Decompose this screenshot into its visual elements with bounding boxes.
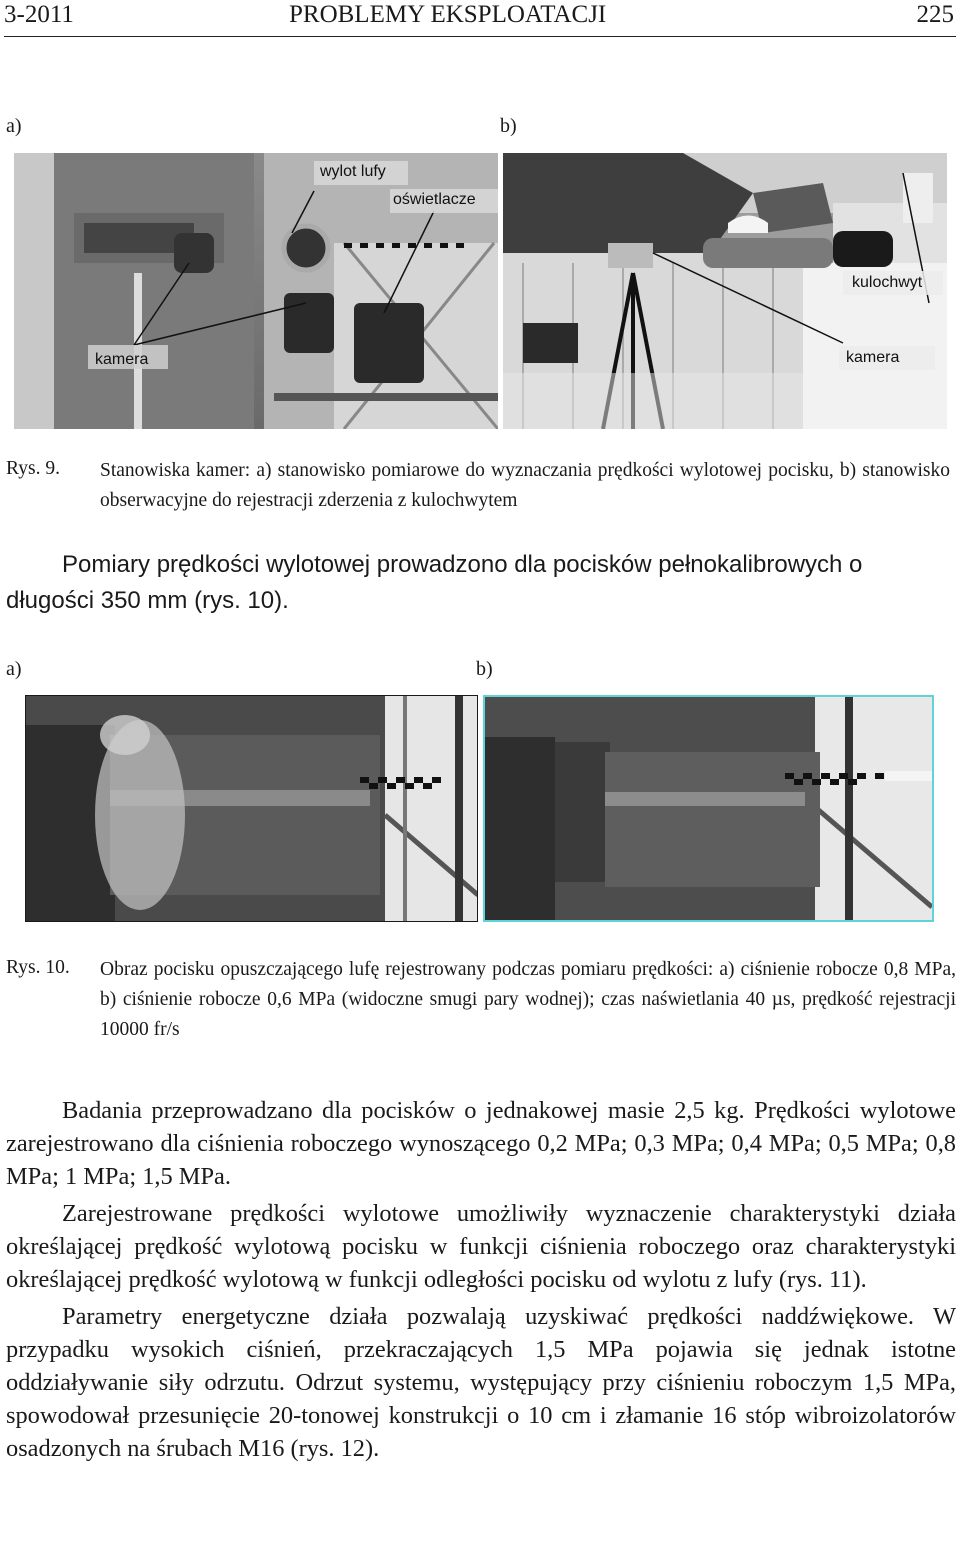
projectile-frame-0-8mpa bbox=[25, 695, 478, 922]
header-rule bbox=[4, 36, 956, 37]
callout-camera-b: kamera bbox=[846, 349, 900, 366]
callout-lights: oświetlacze bbox=[393, 191, 476, 208]
intro-paragraph: Pomiary prędkości wylotowej prowadzono dla pocisków pełnokalibrowych o długości 350 mm (rys. 10). bbox=[6, 551, 863, 614]
page-number: 225 bbox=[916, 1, 954, 28]
fig10-label-b: b) bbox=[476, 658, 493, 680]
projectile-frame-0-6mpa bbox=[485, 697, 932, 920]
fig10-label-a: a) bbox=[6, 658, 22, 680]
paragraph-1: Badania przeprowadzano dla pocisków o jednakowej masie 2,5 kg. Prędkości wylotowe zarejestrowano dla ciśnienia roboczego wynoszącego 0,2 MPa; 0,3 MPa; 0,4 MPa; 0,5 MPa; 0,8 MPa; 1 MPa; 1,5 MPa. bbox=[6, 1097, 956, 1190]
callout-camera-a: kamera bbox=[95, 351, 149, 368]
issue-number: 3-2011 bbox=[4, 1, 74, 28]
body-text bbox=[6, 1094, 956, 1465]
journal-title: PROBLEMY EKSPLOATACJI bbox=[289, 1, 607, 28]
fig9-caption-text: Stanowiska kamer: a) stanowisko pomiarowe do wyznaczania prędkości wylotowej pocisku, b) stanowisko obserwacyjne do rejestracji zderzenia z kulochwytem bbox=[100, 460, 950, 511]
paragraph-2: Zarejestrowane prędkości wylotowe umożliwiły wyznaczenie charakterystyki działa określającej prędkość wylotową pocisku w funkcji ciśnienia roboczego oraz charakterystyki określającej prędkość wylotową w funkcji odległości pocisku od wylotu z lufy (rys. 11). bbox=[6, 1200, 956, 1293]
fig9-label-a: a) bbox=[6, 115, 22, 137]
fig10-frame-a bbox=[25, 695, 478, 922]
fig10-caption-text: Obraz pocisku opuszczającego lufę rejestrowany podczas pomiaru prędkości: a) ciśnienie robocze 0,8 MPa, b) ciśnienie robocze 0,6 MPa (widoczne smugi pary wodnej); czas naświetlania 40 µs, prędkość rejestracji 10000 fr/s bbox=[100, 959, 956, 1040]
paragraph-3: Parametry energetyczne działa pozwalają uzyskiwać prędkości naddźwiękowe. W przypadku wysokich ciśnień, przekraczających 1,5 MPa pojawia się jednak istotne oddziaływanie siły odrzutu. Odrzut systemu, występujący przy ciśnieniu roboczym 1,5 MPa, spowodował przesunięcie 20-tonowej konstrukcji o 10 cm i złamanie 16 stóp wibroizolatorów osadzonych na śrubach M16 (rys. 12). bbox=[6, 1303, 956, 1462]
fig10-caption-number: Rys. 10. bbox=[6, 957, 70, 978]
callout-barrel-exit: wylot lufy bbox=[320, 163, 386, 180]
fig9-label-b: b) bbox=[500, 115, 517, 137]
callout-bullet-catcher: kulochwyt bbox=[852, 274, 923, 291]
fig10-frame-b bbox=[483, 695, 934, 922]
fig9-caption-number: Rys. 9. bbox=[6, 458, 60, 479]
